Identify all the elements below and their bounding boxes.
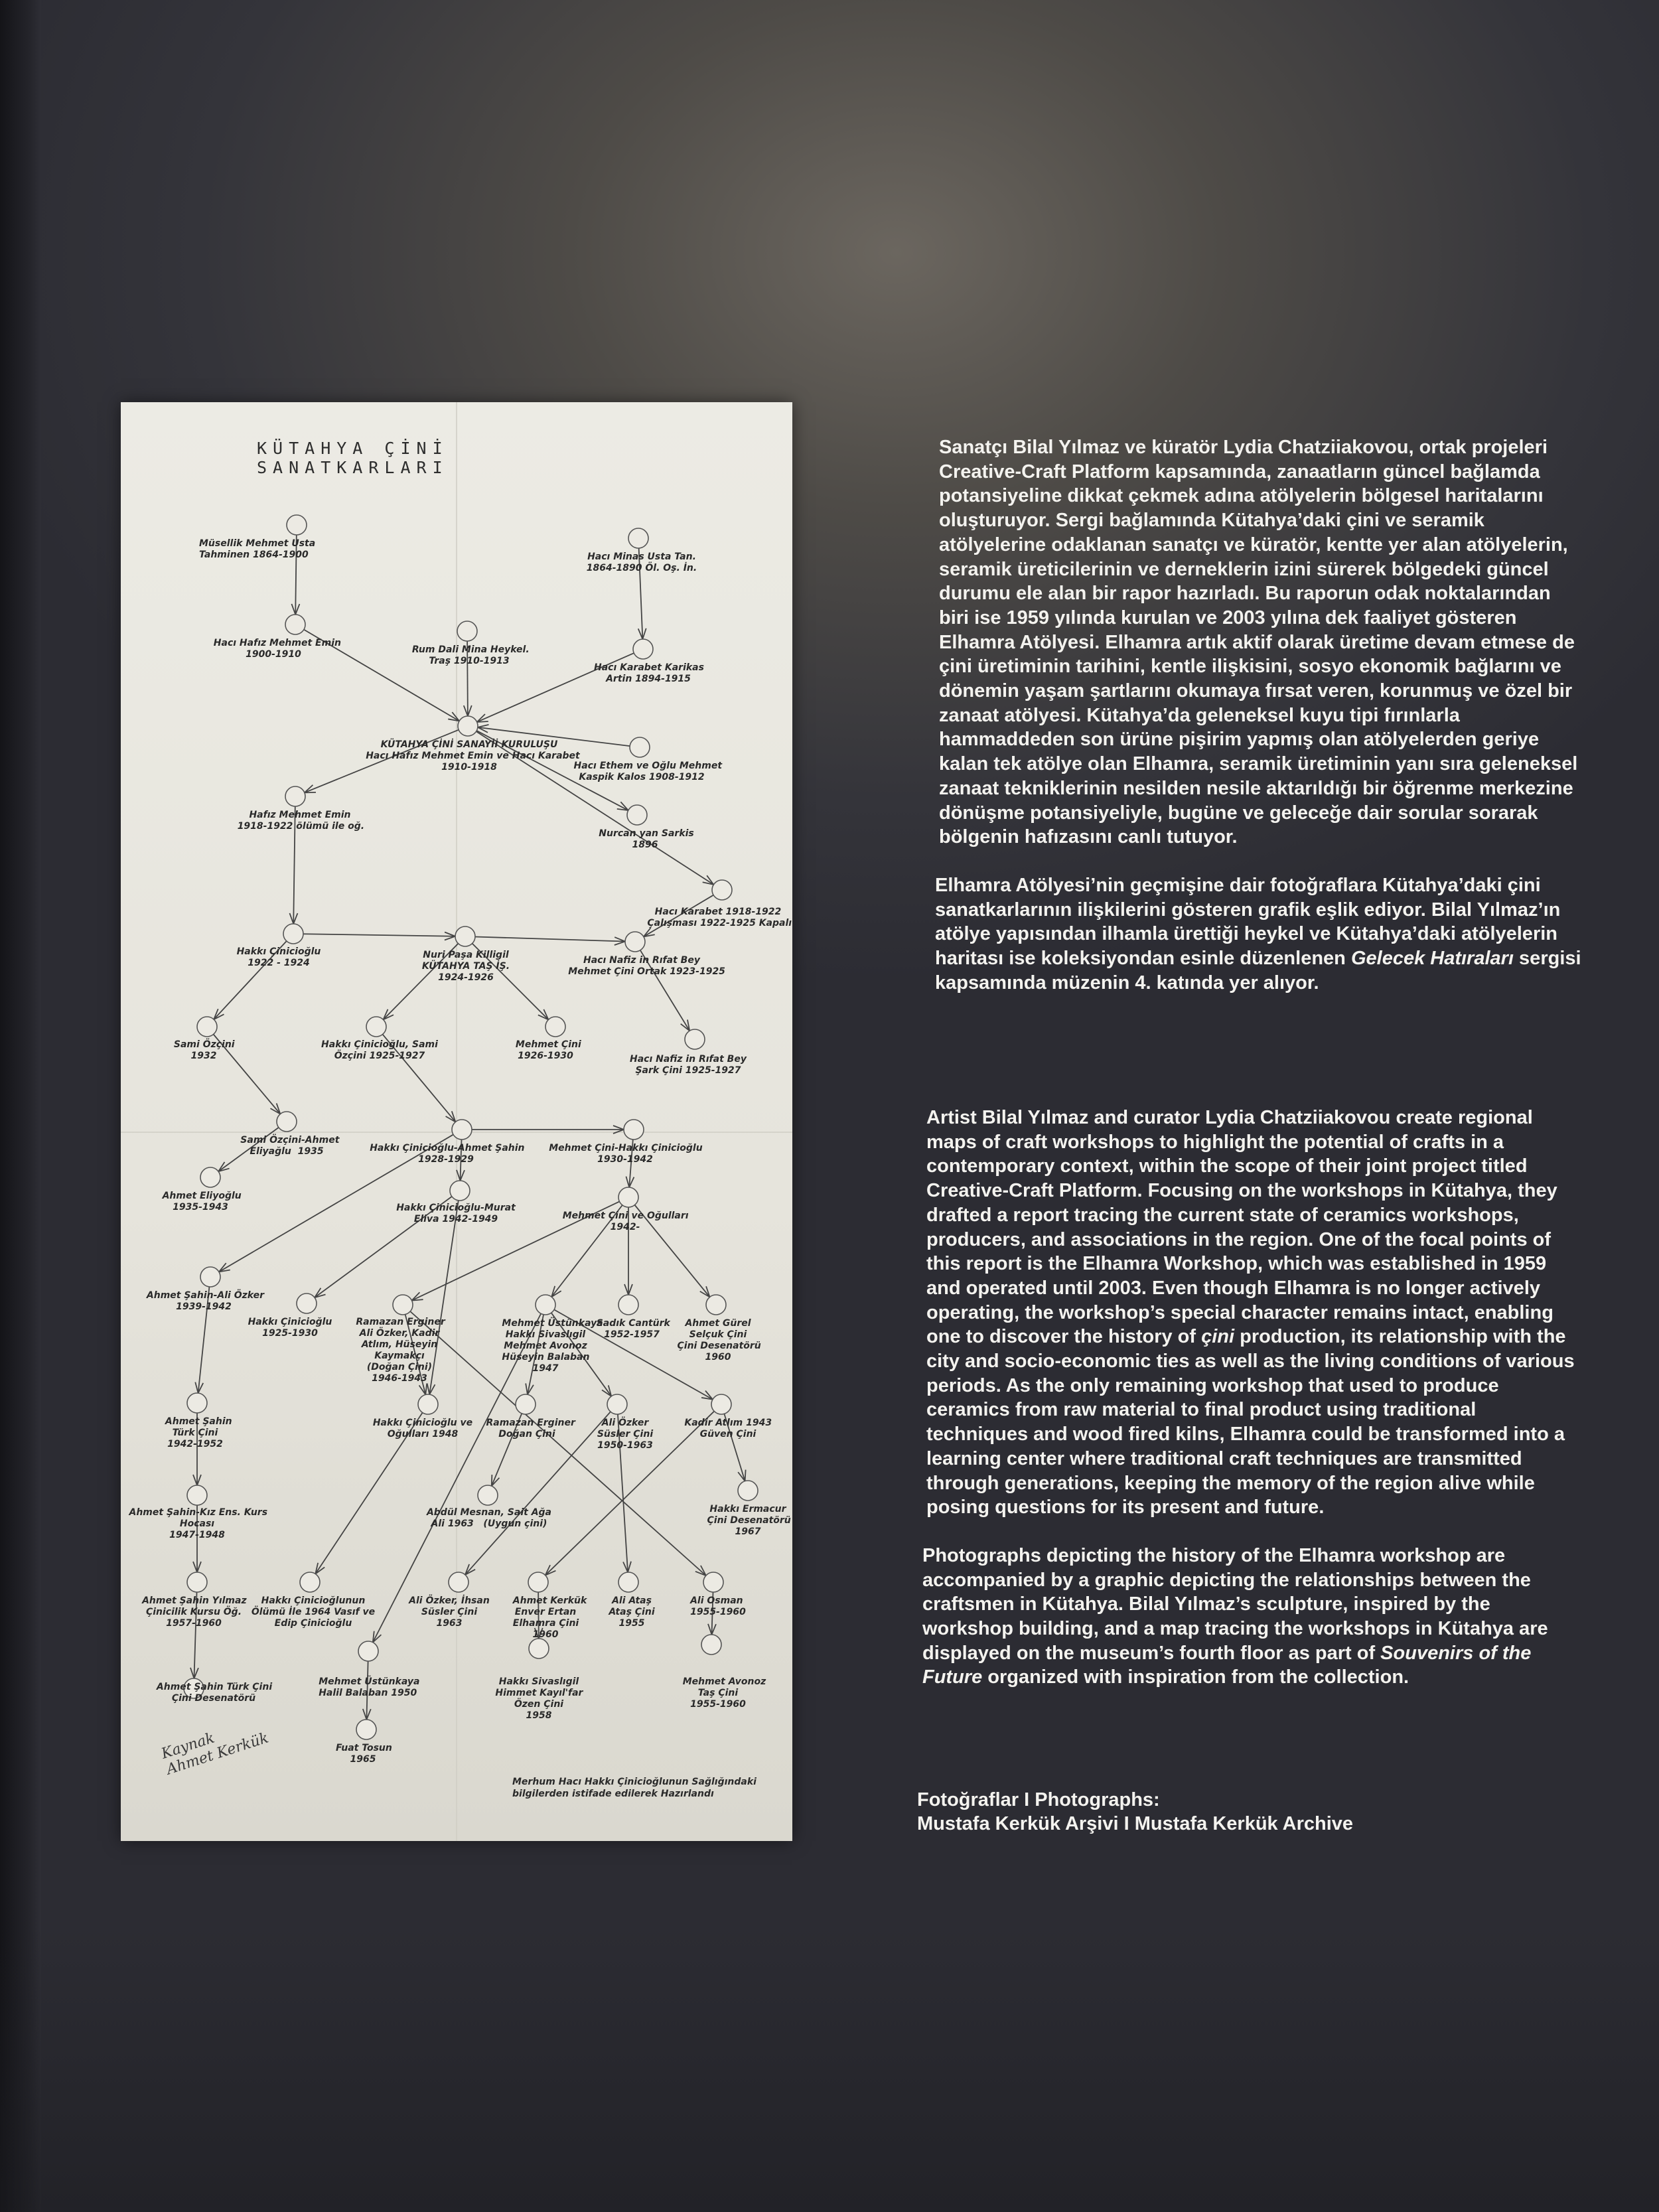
craftsman-node	[516, 1394, 536, 1414]
lineage-arrowhead	[701, 1391, 713, 1400]
description-english	[922, 1106, 1577, 1690]
craftsman-node	[628, 528, 648, 548]
craftsman-node	[200, 1267, 220, 1287]
craftsman-node	[627, 805, 647, 825]
craftsman-label: Hacı Karabet 1918-1922 Çalışması 1922-1925 Kapalı	[647, 907, 792, 928]
source-signature: Kaynak Ahmet Kerkük	[159, 1730, 271, 1779]
craftsman-label: Mehmet Çini 1926-1930	[515, 1039, 581, 1061]
craftsman-label: Hakkı Çinicioğlu 1925-1930	[248, 1317, 332, 1339]
craftsman-label: Nurcan yan Sarkis 1896	[599, 828, 694, 850]
craftsman-label: Ahmet Şahin Türk Çini Çini Desenatörü	[156, 1682, 273, 1704]
craftsman-label: Ahmet Şahin Türk Çini 1942-1952	[165, 1416, 232, 1449]
craftsman-node	[703, 1572, 723, 1592]
craftsman-label: Sami Özçini 1932	[173, 1039, 235, 1061]
craftsman-label: Ramazan Erginer Ali Özker, Kadir Atlım, Hüseyin Kaymakçı (Doğan Çini) 1946-1943	[356, 1317, 445, 1384]
craftsman-node	[187, 1572, 207, 1592]
craftsman-node	[701, 1635, 721, 1655]
wall-shadow	[0, 1925, 1659, 2212]
credits-archive: Mustafa Kerkük Arşivi I Mustafa Kerkük Archive	[917, 1813, 1354, 1834]
lineage-arrowhead	[315, 1563, 325, 1574]
craftsman-label: Hakkı Çinicioğlunun Ölümü İle 1964 Vasıf ve Edip Çinicioğlu	[251, 1595, 376, 1629]
craftsman-label: Rum Dali Mina Heykel. Traş 1910-1913	[411, 644, 530, 666]
craftsman-label: Hakkı Sivaslıgil Himmet Kayıl'far Özen Çini 1958	[495, 1676, 583, 1721]
lineage-arrowhead	[219, 1263, 230, 1272]
craftsman-label: Ahmet Gürel Selçuk Çini Çini Desenatörü 1960	[677, 1318, 761, 1363]
craftsman-label: Ali Osman 1955-1960	[690, 1595, 746, 1617]
craftsman-node	[624, 1120, 644, 1140]
craftsman-node	[200, 1167, 220, 1187]
craftsman-label: Hakkı Çinicioğlu-Ahmet Şahin 1928-1929	[370, 1143, 525, 1165]
craftsman-node	[287, 515, 307, 535]
craftsman-label: Mehmet Avonoz Taş Çini 1955-1960	[682, 1676, 766, 1710]
craftsman-label: Sadık Cantürk 1952-1957	[596, 1318, 670, 1340]
craftsman-node	[356, 1720, 376, 1739]
photo-credits	[917, 1788, 1514, 1836]
craftsman-node	[300, 1572, 320, 1592]
chart-footnote: Merhum Hacı Hakkı Çinicioğlunun Sağlığındaki bilgilerden istifade edilerek Hazırlandı	[512, 1777, 757, 1799]
lineage-line	[475, 936, 625, 941]
craftsman-node	[393, 1295, 413, 1315]
chart-title: KÜTAHYA ÇİNİ SANATKARLARI	[257, 439, 449, 477]
craftsman-label: Hakkı Ermacur Çini Desenatörü 1967	[707, 1504, 791, 1537]
lineage-arrowhead	[703, 875, 714, 885]
lineage-arrowhead	[218, 1162, 229, 1171]
craftsman-node	[528, 1572, 548, 1592]
paragraph-tr-1: Sanatçı Bilal Yılmaz ve küratör Lydia Chatziiakovou, ortak projeleri Creative-Craft Platform kapsamında, zanaatların güncel bağlamda potansiyeline dikkat çekmek adına atölyelerin bölgesel haritalarını oluşturuyor. Sergi bağlamında Kütahya’daki çini ve seramik atölyelerine odaklanan sanatçı ve küratör, kentte yer alan atölyelerin, seramik üreticilerinin ve derneklerin izini sürerek bölgedeki güncel durumu ele alan bir rapor hazırladı. Bu raporun odak noktalarından biri ise 1959 yılında kurulan ve 2003 yılına dek faaliyet gösteren Elhamra Atölyesi. Elhamra artık aktif olarak üretime devam etmese de çini üretiminin tarihini, kentle ilişkisini, sosyo ekonomik bağlarını ve dönemin yaşam şartlarını okumaya fırsat veren, korunmuş ve özel bir zanaat atölyesi. Kütahya’da geleneksel kuyu tipi fırınlarla hammaddeden son ürüne pişirim yapmış olan atölyelerden geriye kalan tek atölye olan Elhamra, seramik üretiminin yanı sıra geleneksel zanaat tekniklerinin nesilden nesile aktarıldığı bir öğrenme merkezine dönüşme potansiyeliyle, bugüne ve geleceğe dair sorular sorarak bölgenin hafızasını canlı tutuyor.	[939, 437, 1578, 848]
craftsman-node	[283, 924, 303, 944]
craftsman-node	[358, 1641, 378, 1661]
lineage-arrowhead	[602, 1385, 611, 1396]
craftsman-label: Ramazan Erginer Doğan Çini	[486, 1418, 575, 1439]
craftsman-label: Ahmet Şahin-Ali Özker 1939-1942	[146, 1290, 264, 1312]
craftsman-node	[197, 1017, 217, 1037]
craftsman-label: Hafız Mehmet Emin 1918-1922 ölümü ile oğ.	[237, 810, 365, 832]
lineage-arrowhead	[448, 712, 459, 721]
craftsman-label: Mehmet Üstünkaya Halil Balaban 1950	[319, 1676, 420, 1698]
craftsman-node	[545, 1017, 565, 1037]
craftsman-node	[418, 1394, 438, 1414]
craftsman-node	[711, 1394, 731, 1414]
craftsman-node	[187, 1485, 207, 1505]
craftsman-node	[449, 1572, 469, 1592]
craftsman-node	[478, 1485, 498, 1505]
craftsman-node	[618, 1295, 638, 1315]
description-turkish	[935, 435, 1583, 995]
lineage-arrowhead	[373, 1631, 382, 1643]
craftsman-label: Ahmet Şahin Yılmaz Çinicilik Kursu Öğ. 1957-1960	[142, 1595, 247, 1629]
craftsman-label: Hacı Nafiz in Rıfat Bey Şark Çini 1925-1927	[630, 1054, 747, 1076]
craftsman-node	[625, 932, 645, 952]
craftsman-label: Ahmet Eliyoğlu 1935-1943	[162, 1191, 242, 1213]
craftsman-node	[285, 615, 305, 634]
genealogy-chart-panel	[121, 402, 792, 1841]
craftsman-node	[618, 1572, 638, 1592]
craftsman-node	[187, 1393, 207, 1413]
craftsman-label: Hakkı Çinicioğlu-Murat Eliva 1942-1949	[396, 1203, 516, 1224]
craftsman-node	[706, 1295, 726, 1315]
craftsman-label: Müsellik Mehmet Usta Tahminen 1864-1900	[199, 538, 316, 560]
craftsman-label: Ali Özker, İhsan Süsler Çini 1963	[409, 1595, 490, 1629]
craftsman-node	[366, 1017, 386, 1037]
craftsman-node	[529, 1639, 549, 1659]
craftsman-label: Hacı Hafız Mehmet Emin 1900-1910	[213, 638, 341, 660]
craftsman-node	[297, 1293, 317, 1313]
lineage-arrowhead	[617, 802, 628, 810]
craftsman-node	[285, 786, 305, 806]
craftsman-label: Ali Ataş Ataş Çini 1955	[609, 1595, 655, 1629]
craftsman-label: Hacı Ethem ve Oğlu Mehmet Kaspik Kalos 1908-1912	[573, 761, 723, 782]
craftsman-label: Hakkı Çinicioğlu, Sami Özçini 1925-1927	[321, 1039, 438, 1061]
craftsman-node	[458, 716, 478, 736]
craftsman-node	[607, 1394, 627, 1414]
credits-heading: Fotoğraflar I Photographs:	[917, 1789, 1160, 1810]
craftsman-label: Abdül Mesnan, Sait Ağa Ali 1963 (Uygun çini)	[426, 1507, 552, 1529]
craftsman-label: Kadir Atlım 1943 Güven Çini	[684, 1418, 772, 1439]
craftsman-label: Ahmet Kerkük Enver Ertan Elhamra Çini 1960	[512, 1595, 587, 1640]
craftsman-label: Nuri Paşa Killigil KÜTAHYA TAŞ İŞ. 1924-1926	[421, 950, 510, 983]
craftsman-node	[455, 926, 475, 946]
craftsman-node	[685, 1029, 705, 1049]
paragraph-en-1: Artist Bilal Yılmaz and curator Lydia Chatziiakovou create regional maps of craft workshops to highlight the potential of crafts in a contemporary context, within the scope of their joint project titled Creative-Craft Platform. Focusing on the workshops in Kütahya, they drafted a report tracing the current state of ceramics workshops, producers, and associations in the region. One of the focal points of this report is the Elhamra Workshop, which was established in 1959 and operated until 2003. Even though Elhamra is no longer actively operating, the workshop’s special character remains intact, enabling one to discover the history of çini production, its relationship with the city and socio-economic ties as well as the living conditions of various periods. As the only remaining workshop that used to produce ceramics from raw material to final product using traditional techniques and wood fired kilns, Elhamra could be transformed into a learning center where traditional craft techniques are transmitted through generations, keeping the memory of the region alive while posing questions for its present and future.	[926, 1107, 1575, 1518]
craftsman-label: Hacı Karabet Karikas Artin 1894-1915	[594, 662, 704, 684]
craftsman-label: KÜTAHYA ÇİNİ SANAYİİ KURULUŞU Hacı Hafız Mehmet Emin ve Hacı Karabet 1910-1918	[366, 739, 580, 773]
craftsman-node	[457, 621, 477, 641]
paragraph-tr-2: Elhamra Atölyesi’nin geçmişine dair fotoğraflara Kütahya’daki çini sanatkarlarının ilişkilerini gösteren grafik eşlik ediyor. Bilal Yılmaz’ın atölye yapısından ilhamla ürettiği heykel ve Kütahya’daki atölyelerin haritası ise koleksiyondan esinle düzenlenen Gelecek Hatıraları sergisi kapsamında müzenin 4. katında yer alıyor.	[935, 874, 1581, 994]
wall-edge	[0, 0, 41, 2212]
craftsman-label: Sami Özçini-Ahmet Eliyağlu 1935	[240, 1135, 340, 1157]
lineage-line	[303, 934, 455, 936]
craftsman-node	[536, 1295, 555, 1315]
craftsman-node	[633, 639, 653, 659]
craftsman-label: Fuat Tosun 1965	[336, 1743, 392, 1765]
craftsman-node	[712, 880, 732, 900]
craftsman-label: Hacı Nafiz in Rıfat Bey Mehmet Çini Ortak 1923-1925	[568, 955, 725, 977]
craftsman-label: Hacı Minas Usta Tan. 1864-1890 Öl. Oş. İn.	[586, 552, 697, 573]
craftsman-label: Mehmet Çini ve Oğulları 1942-	[562, 1211, 689, 1232]
craftsman-node	[738, 1481, 758, 1501]
craftsman-node	[450, 1181, 470, 1201]
craftsman-label: Hakkı Çinicioğlu ve Oğulları 1948	[372, 1418, 473, 1439]
craftsman-node	[630, 737, 650, 757]
craftsman-node	[277, 1112, 297, 1132]
craftsman-label: Ahmet Şahin-Kız Ens. Kurs Hocası 1947-1948	[129, 1507, 268, 1540]
craftsman-label: Mehmet Çini-Hakkı Çinicioğlu 1930-1942	[549, 1143, 703, 1165]
craftsman-label: Ali Özker Süsler Çini 1950-1963	[597, 1418, 654, 1451]
craftsman-label: Mehmet Üstünkaya Hakkı Sivaslıgil Mehmet Avonoz Hüseyin Balaban 1947	[502, 1318, 603, 1374]
paragraph-en-2: Photographs depicting the history of the Elhamra workshop are accompanied by a graphic depicting the relationships between the craftsmen in Kütahya. Bilal Yılmaz’s sculpture, inspired by the workshop building, and a map tracing the workshops in Kütahya are displayed on the museum’s fourth floor as part of Souvenirs of the Future organized with inspiration from the collection.	[922, 1544, 1548, 1688]
craftsman-node	[452, 1120, 472, 1140]
craftsman-node	[618, 1187, 638, 1207]
lineage-arrowhead	[681, 1019, 689, 1031]
craftsman-label: Hakkı Çinicioğlu 1922 - 1924	[236, 946, 321, 968]
